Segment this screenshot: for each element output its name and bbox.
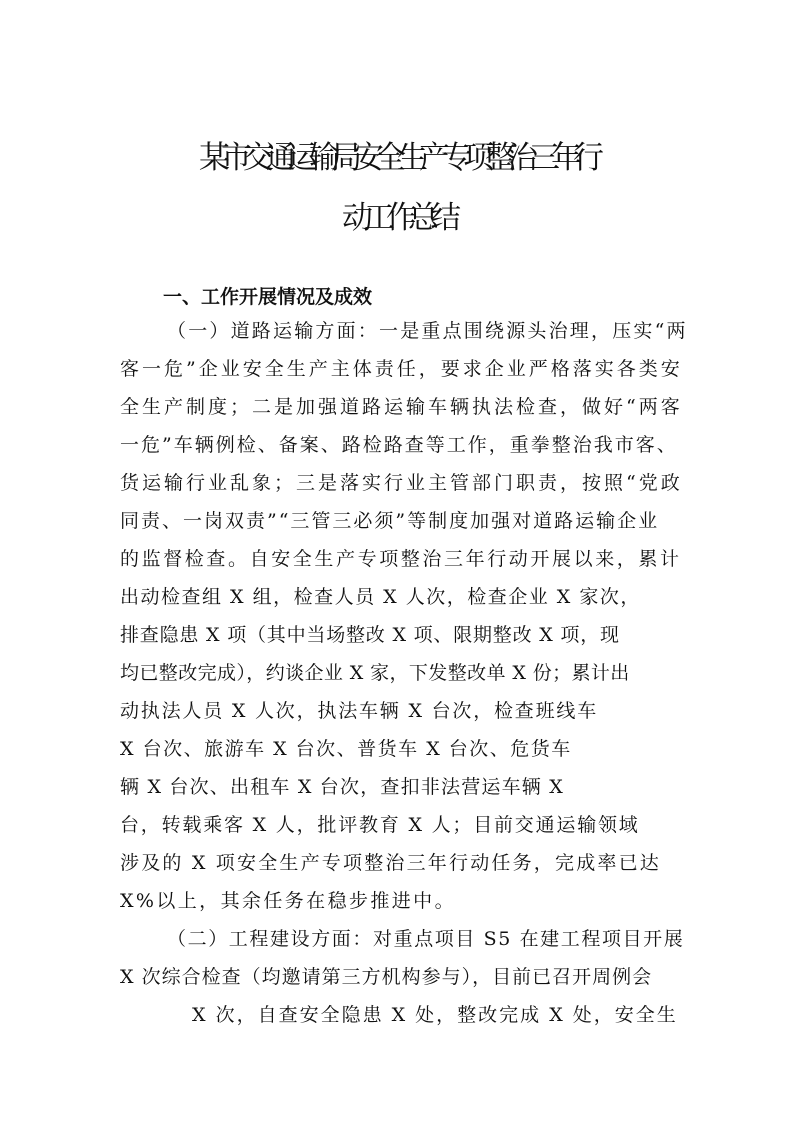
paragraph-line: 涉及的 X 项安全生产专项整治三年行动任务，完成率已达 <box>120 852 662 874</box>
paragraph-line: X 台次、旅游车 X 台次、普货车 X 台次、危货车 <box>120 738 572 760</box>
paragraph-line: 出动检查组 X 组，检查人员 X 人次，检查企业 X 家次， <box>120 586 641 608</box>
document-title-line-2: 动工作总结 <box>342 200 452 236</box>
paragraph-line: （一）道路运输方面：一是重点围绕源头治理，压实“两 <box>167 320 688 342</box>
paragraph-line: X 次，自查安全隐患 X 处，整改完成 X 处，安全生 <box>192 1004 678 1026</box>
paragraph-line: 排查隐患 X 项（其中当场整改 X 项、限期整改 X 项，现 <box>120 624 620 646</box>
paragraph-line: 台，转载乘客 X 人，批评教育 X 人；目前交通运输领域 <box>120 814 640 836</box>
paragraph-line: 动执法人员 X 人次，执法车辆 X 台次，检查班线车 <box>120 700 599 722</box>
paragraph-line: 全生产制度；二是加强道路运输车辆执法检查，做好“两客 <box>120 396 683 418</box>
paragraph-line: 的监督检查。自安全生产专项整治三年行动开展以来，累计 <box>120 548 682 570</box>
paragraph-line: （二）工程建设方面：对重点项目 S5 在建工程项目开展 <box>167 928 685 950</box>
section-heading: 一、工作开展情况及成效 <box>163 286 373 308</box>
paragraph-line: 货运输行业乱象；三是落实行业主管部门职责，按照“党政 <box>120 472 683 494</box>
paragraph-line: 均已整改完成），约谈企业 X 家，下发整改单 X 份；累计出 <box>120 662 630 684</box>
document-title-line-1: 某市交通运输局安全生产专项整治三年行 <box>199 140 595 176</box>
paragraph-line: X%以上，其余任务在稳步推进中。 <box>120 890 456 912</box>
paragraph-line: X 次综合检查（均邀请第三方机构参与），目前已召开周例会 <box>120 966 653 988</box>
paragraph-line: 辆 X 台次、出租车 X 台次，查扣非法营运车辆 X <box>120 776 564 798</box>
paragraph-line: 同责、一岗双责”“三管三必须”等制度加强对道路运输企业 <box>120 510 660 532</box>
paragraph-line: 一危”车辆例检、备案、路检路查等工作，重拳整治我市客、 <box>120 434 678 456</box>
paragraph-line: 客一危”企业安全生产主体责任，要求企业严格落实各类安 <box>120 358 683 380</box>
